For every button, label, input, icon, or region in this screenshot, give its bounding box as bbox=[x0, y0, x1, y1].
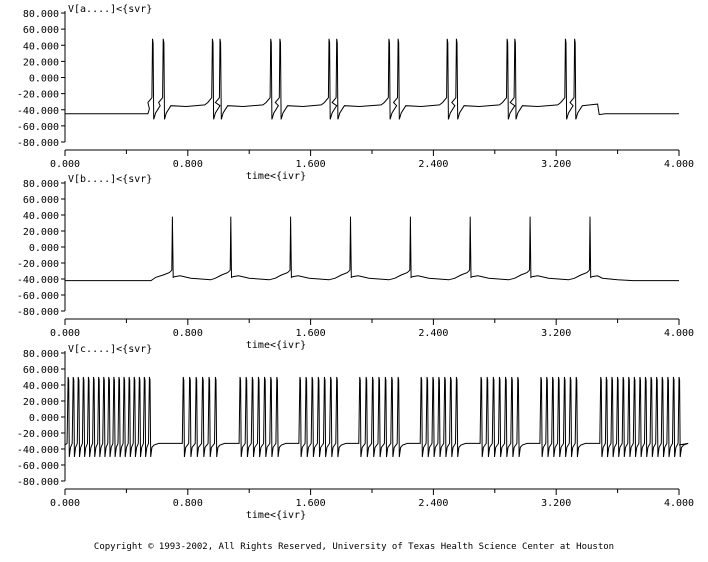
y-tick-label: 0.000 bbox=[28, 73, 59, 85]
y-tick-label: -80.000 bbox=[16, 138, 59, 149]
x-tick-label: 0.800 bbox=[172, 328, 203, 339]
series-line bbox=[65, 377, 688, 457]
y-tick-label: 80.000 bbox=[22, 349, 59, 360]
chart-title: V[b....]<{svr} bbox=[68, 174, 153, 185]
x-tick-label: 0.000 bbox=[49, 159, 81, 170]
y-tick-label: 80.000 bbox=[22, 9, 59, 20]
y-tick-label: 60.000 bbox=[22, 25, 59, 37]
y-tick-label: 80.000 bbox=[22, 179, 59, 190]
y-tick-label: -40.000 bbox=[16, 275, 59, 286]
x-tick-label: 3.200 bbox=[541, 328, 572, 339]
x-tick-label: 2.400 bbox=[418, 328, 449, 339]
x-tick-label: 1.600 bbox=[295, 328, 326, 339]
y-tick-label: 40.000 bbox=[22, 41, 59, 53]
y-tick-label: -60.000 bbox=[16, 121, 59, 133]
y-tick-label: -80.000 bbox=[16, 307, 59, 318]
x-axis-label: time<{ivr} bbox=[245, 510, 307, 521]
chart-panel-3 bbox=[17, 344, 694, 521]
y-tick-label: -20.000 bbox=[16, 259, 59, 270]
y-tick-label: -80.000 bbox=[16, 477, 59, 488]
y-tick-label: -40.000 bbox=[16, 105, 59, 117]
chart-title: V[a....]<{svr} bbox=[68, 4, 153, 15]
x-tick-label: 4.000 bbox=[663, 159, 695, 170]
x-tick-label: 4.000 bbox=[663, 328, 695, 339]
y-tick-label: -20.000 bbox=[16, 89, 59, 101]
y-tick-label: 20.000 bbox=[22, 227, 59, 238]
x-axis-label: time<{ivr} bbox=[245, 340, 307, 351]
x-tick-label: 0.800 bbox=[172, 498, 203, 509]
y-tick-label: 20.000 bbox=[22, 57, 59, 69]
x-tick-label: 1.600 bbox=[295, 498, 326, 509]
y-tick-label: -60.000 bbox=[16, 291, 59, 302]
x-axis-label: time<{ivr} bbox=[245, 171, 307, 182]
y-tick-label: -20.000 bbox=[16, 429, 59, 440]
x-tick-label: 2.400 bbox=[418, 159, 449, 170]
x-tick-label: 0.000 bbox=[49, 498, 81, 509]
chart-title: V[c....]<{svr} bbox=[68, 344, 153, 355]
y-tick-label: 40.000 bbox=[22, 211, 59, 222]
x-tick-label: 2.400 bbox=[418, 498, 449, 509]
y-tick-label: -60.000 bbox=[16, 461, 59, 472]
series-line bbox=[65, 217, 679, 281]
y-tick-label: 0.000 bbox=[28, 413, 59, 424]
x-tick-label: 1.600 bbox=[295, 159, 326, 170]
y-tick-label: 60.000 bbox=[22, 365, 59, 376]
x-tick-label: 4.000 bbox=[663, 498, 695, 509]
y-tick-label: 40.000 bbox=[22, 381, 59, 392]
x-tick-label: 0.000 bbox=[49, 328, 81, 339]
y-tick-label: 60.000 bbox=[22, 195, 59, 206]
x-tick-label: 0.800 bbox=[172, 159, 203, 170]
chart-panel-1 bbox=[17, 4, 694, 182]
copyright-footer: Copyright © 1993-2002, All Rights Reserved, University of Texas Health Science Center at Houston bbox=[93, 542, 615, 552]
y-tick-label: 0.000 bbox=[28, 243, 59, 254]
y-tick-label: -40.000 bbox=[16, 445, 59, 456]
y-tick-label: 20.000 bbox=[22, 397, 59, 408]
x-tick-label: 3.200 bbox=[541, 498, 572, 509]
series-line bbox=[65, 39, 679, 120]
x-tick-label: 3.200 bbox=[541, 159, 572, 170]
chart-panel-2 bbox=[17, 174, 694, 351]
